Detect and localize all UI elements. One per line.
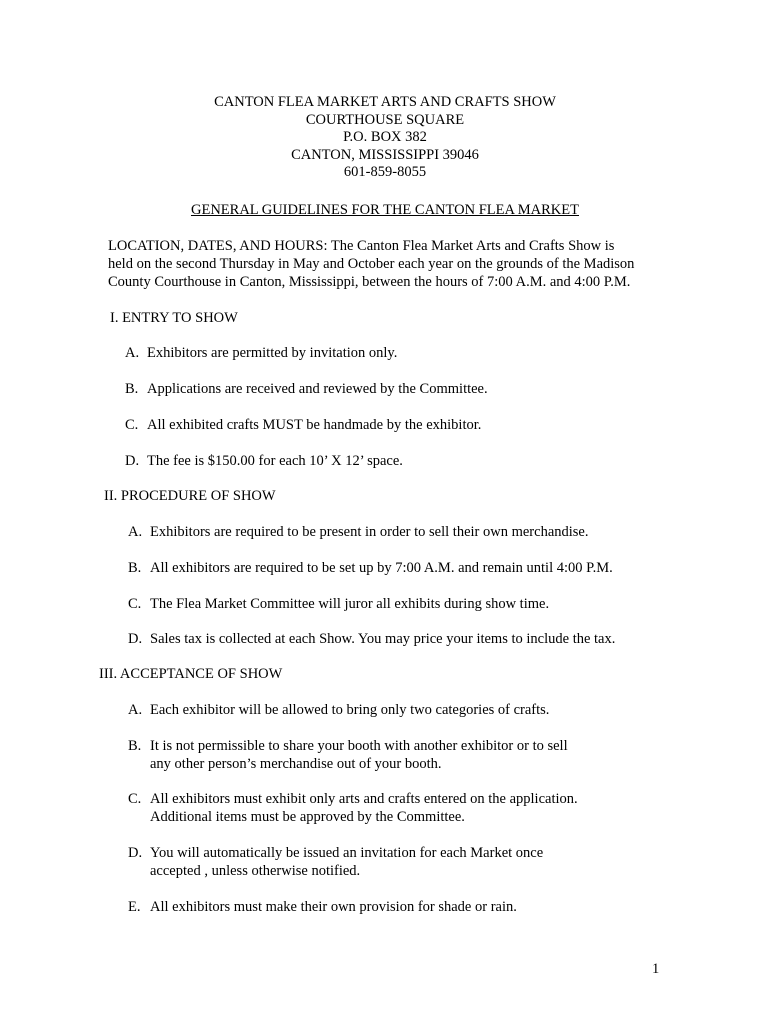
item-letter: A. — [128, 524, 143, 540]
item-text: The Flea Market Committee will juror all exhibits during show time. — [150, 596, 550, 612]
item-letter: A. — [125, 345, 140, 361]
item-text: Sales tax is collected at each Show. You may price your items to include the tax. — [150, 631, 616, 647]
item-text: The fee is $150.00 for each 10’ X 12’ space. — [147, 453, 403, 469]
list-item — [128, 737, 568, 773]
list-item — [128, 595, 549, 613]
item-text-continued: Additional items must be approved by the Committee. — [150, 809, 465, 825]
item-letter: D. — [125, 453, 140, 469]
letterhead-line-title: CANTON FLEA MARKET ARTS AND CRAFTS SHOW — [214, 94, 556, 110]
list-item — [128, 898, 517, 916]
intro-line: LOCATION, DATES, AND HOURS: The Canton Flea Market Arts and Crafts Show is — [108, 238, 615, 254]
guidelines-title: GENERAL GUIDELINES FOR THE CANTON FLEA MARKET — [190, 202, 579, 218]
letterhead-line-street: COURTHOUSE SQUARE — [305, 111, 465, 128]
item-text: It is not permissible to share your booth with another exhibitor or to sell — [150, 738, 568, 754]
letterhead-line-phone: 601-859-8055 — [343, 164, 427, 181]
list-item — [128, 701, 549, 719]
list-item — [125, 416, 481, 434]
item-text-continued: accepted , unless otherwise notified. — [150, 863, 361, 879]
list-item — [128, 844, 543, 880]
list-item — [125, 380, 488, 398]
item-text: All exhibitors must exhibit only arts and crafts entered on the application. — [150, 791, 578, 807]
section-heading-procedure: II. PROCEDURE OF SHOW — [104, 488, 276, 504]
list-item — [128, 523, 588, 541]
letterhead — [0, 94, 770, 182]
item-letter: E. — [128, 899, 141, 915]
item-text-continued: any other person’s merchandise out of your booth. — [150, 756, 442, 772]
letterhead-line-city: CANTON, MISSISSIPPI 39046 — [291, 146, 479, 163]
item-letter: C. — [125, 417, 139, 433]
item-text: Exhibitors are required to be present in order to sell their own merchandise. — [150, 524, 589, 540]
item-text: Applications are received and reviewed by the Committee. — [147, 381, 488, 397]
letterhead-line-pobox: P.O. BOX 382 — [343, 129, 427, 146]
list-item — [128, 630, 615, 648]
section-heading-acceptance: III. ACCEPTANCE OF SHOW — [99, 666, 283, 682]
item-letter: D. — [128, 845, 143, 861]
item-text: Exhibitors are permitted by invitation only. — [147, 345, 398, 361]
item-letter: B. — [125, 381, 139, 397]
intro-line: County Courthouse in Canton, Mississippi, between the hours of 7:00 A.M. and 4:00 P.M. — [108, 274, 631, 290]
item-letter: B. — [128, 738, 142, 754]
page-number: 1 — [652, 961, 660, 977]
item-text: You will automatically be issued an invitation for each Market once — [150, 845, 544, 861]
list-item — [128, 790, 578, 826]
item-text: All exhibitors are required to be set up by 7:00 A.M. and remain until 4:00 P.M. — [150, 560, 613, 576]
item-text: Each exhibitor will be allowed to bring only two categories of crafts. — [150, 702, 550, 718]
item-letter: B. — [128, 560, 142, 576]
list-item — [125, 344, 397, 362]
item-text: All exhibitors must make their own provision for shade or rain. — [150, 899, 517, 915]
item-letter: D. — [128, 631, 143, 647]
item-letter: A. — [128, 702, 143, 718]
item-letter: C. — [128, 596, 142, 612]
list-item — [125, 452, 403, 470]
item-letter: C. — [128, 791, 142, 807]
item-text: All exhibited crafts MUST be handmade by the exhibitor. — [147, 417, 482, 433]
section-heading-entry: I. ENTRY TO SHOW — [110, 310, 238, 326]
intro-paragraph — [108, 237, 688, 291]
list-item — [128, 559, 613, 577]
intro-line: held on the second Thursday in May and October each year on the grounds of the Madison — [108, 256, 635, 272]
